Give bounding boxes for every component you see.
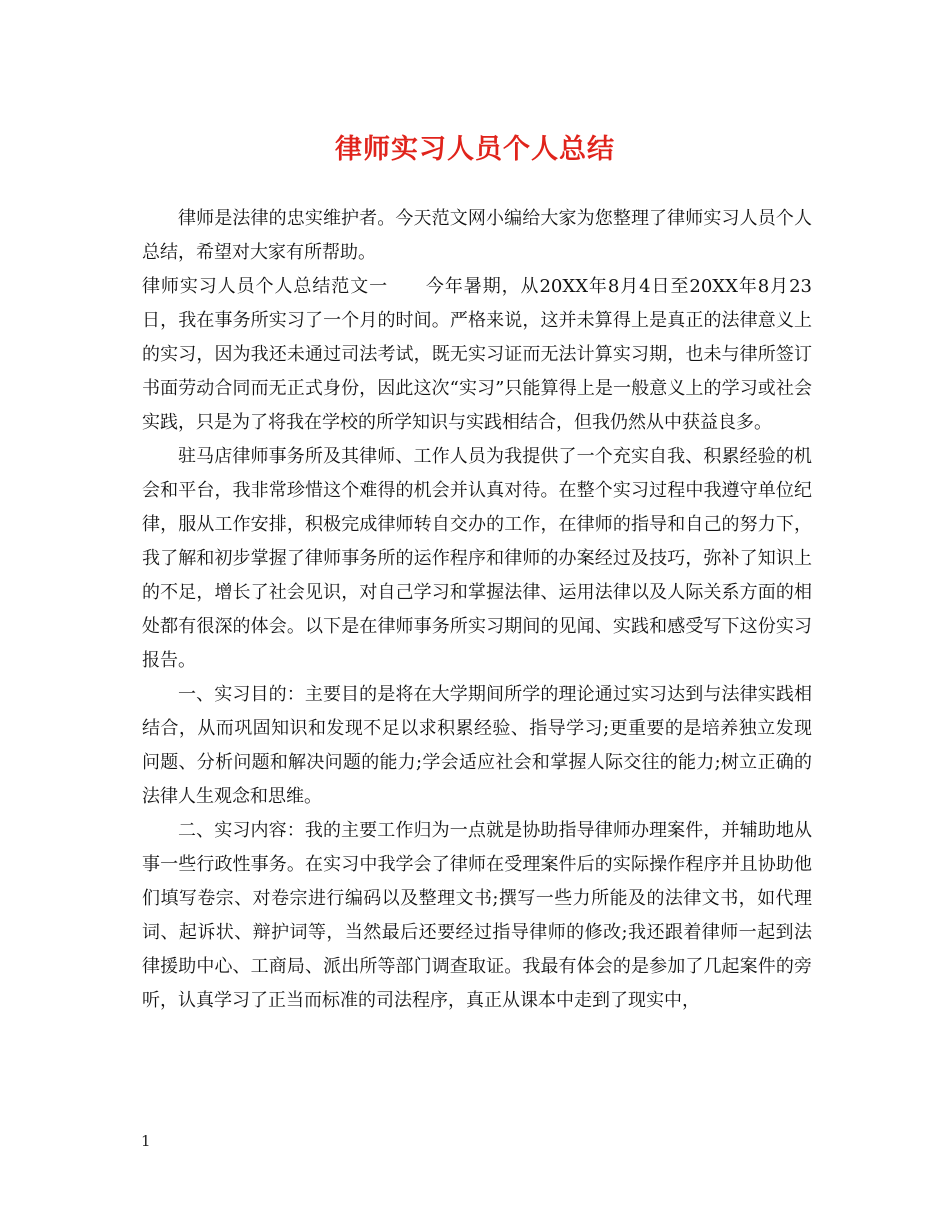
paragraph-internship-purpose: 一、实习目的：主要目的是将在大学期间所学的理论通过实习达到与法律实践相结合，从而巩固知识和发现不足以求积累经验、指导学习;更重要的是培养独立发现问题、分析问题和解决问题的能力;学会适应社会和掌握人际交往的能力;树立正确的法律人生观念和思维。 (142, 684, 812, 807)
page-number: 1 (141, 1132, 151, 1150)
document-body (142, 202, 812, 1018)
paragraph-internship-content: 二、实习内容：我的主要工作归为一点就是协助指导律师办理案件，并辅助地从事一些行政性事务。在实习中我学会了律师在受理案件后的实际操作程序并且协助他们填写卷宗、对卷宗进行编码以及整理文书;撰写一些力所能及的法律文书，如代理词、起诉状、辩护词等，当然最后还要经过指导律师的修改;我还跟着律师一起到法律援助中心、工商局、派出所等部门调查取证。我最有体会的是参加了几起案件的旁听，认真学习了正当而标准的司法程序，真正从课本中走到了现实中， (142, 820, 812, 1011)
document-title: 律师实习人员个人总结 (335, 134, 615, 165)
paragraph-intro: 律师是法律的忠实维护者。今天范文网小编给大家为您整理了律师实习人员个人总结，希望对大家有所帮助。 (142, 208, 812, 263)
paragraph-sample-one: 律师实习人员个人总结范文一 今年暑期，从20XX年8月4日至20XX年8月23日，我在事务所实习了一个月的时间。严格来说，这并未算得上是真正的法律意义上的实习，因为我还未通过司法考试，既无实习证而无法计算实习期，也未与律所签订书面劳动合同而无正式身份，因此这次“实习”只能算得上是一般意义上的学习或社会实践，只是为了将我在学校的所学知识与实践相结合，但我仍然从中获益良多。 (142, 276, 812, 433)
paragraph-firm-experience: 驻马店律师事务所及其律师、工作人员为我提供了一个充实自我、积累经验的机会和平台，我非常珍惜这个难得的机会并认真对待。在整个实习过程中我遵守单位纪律，服从工作安排，积极完成律师转自交办的工作，在律师的指导和自己的努力下，我了解和初步掌握了律师事务所的运作程序和律师的办案经过及技巧，弥补了知识上的不足，增长了社会见识，对自己学习和掌握法律、运用法律以及人际关系方面的相处都有很深的体会。以下是在律师事务所实习期间的见闻、实践和感受写下这份实习报告。 (142, 446, 812, 671)
